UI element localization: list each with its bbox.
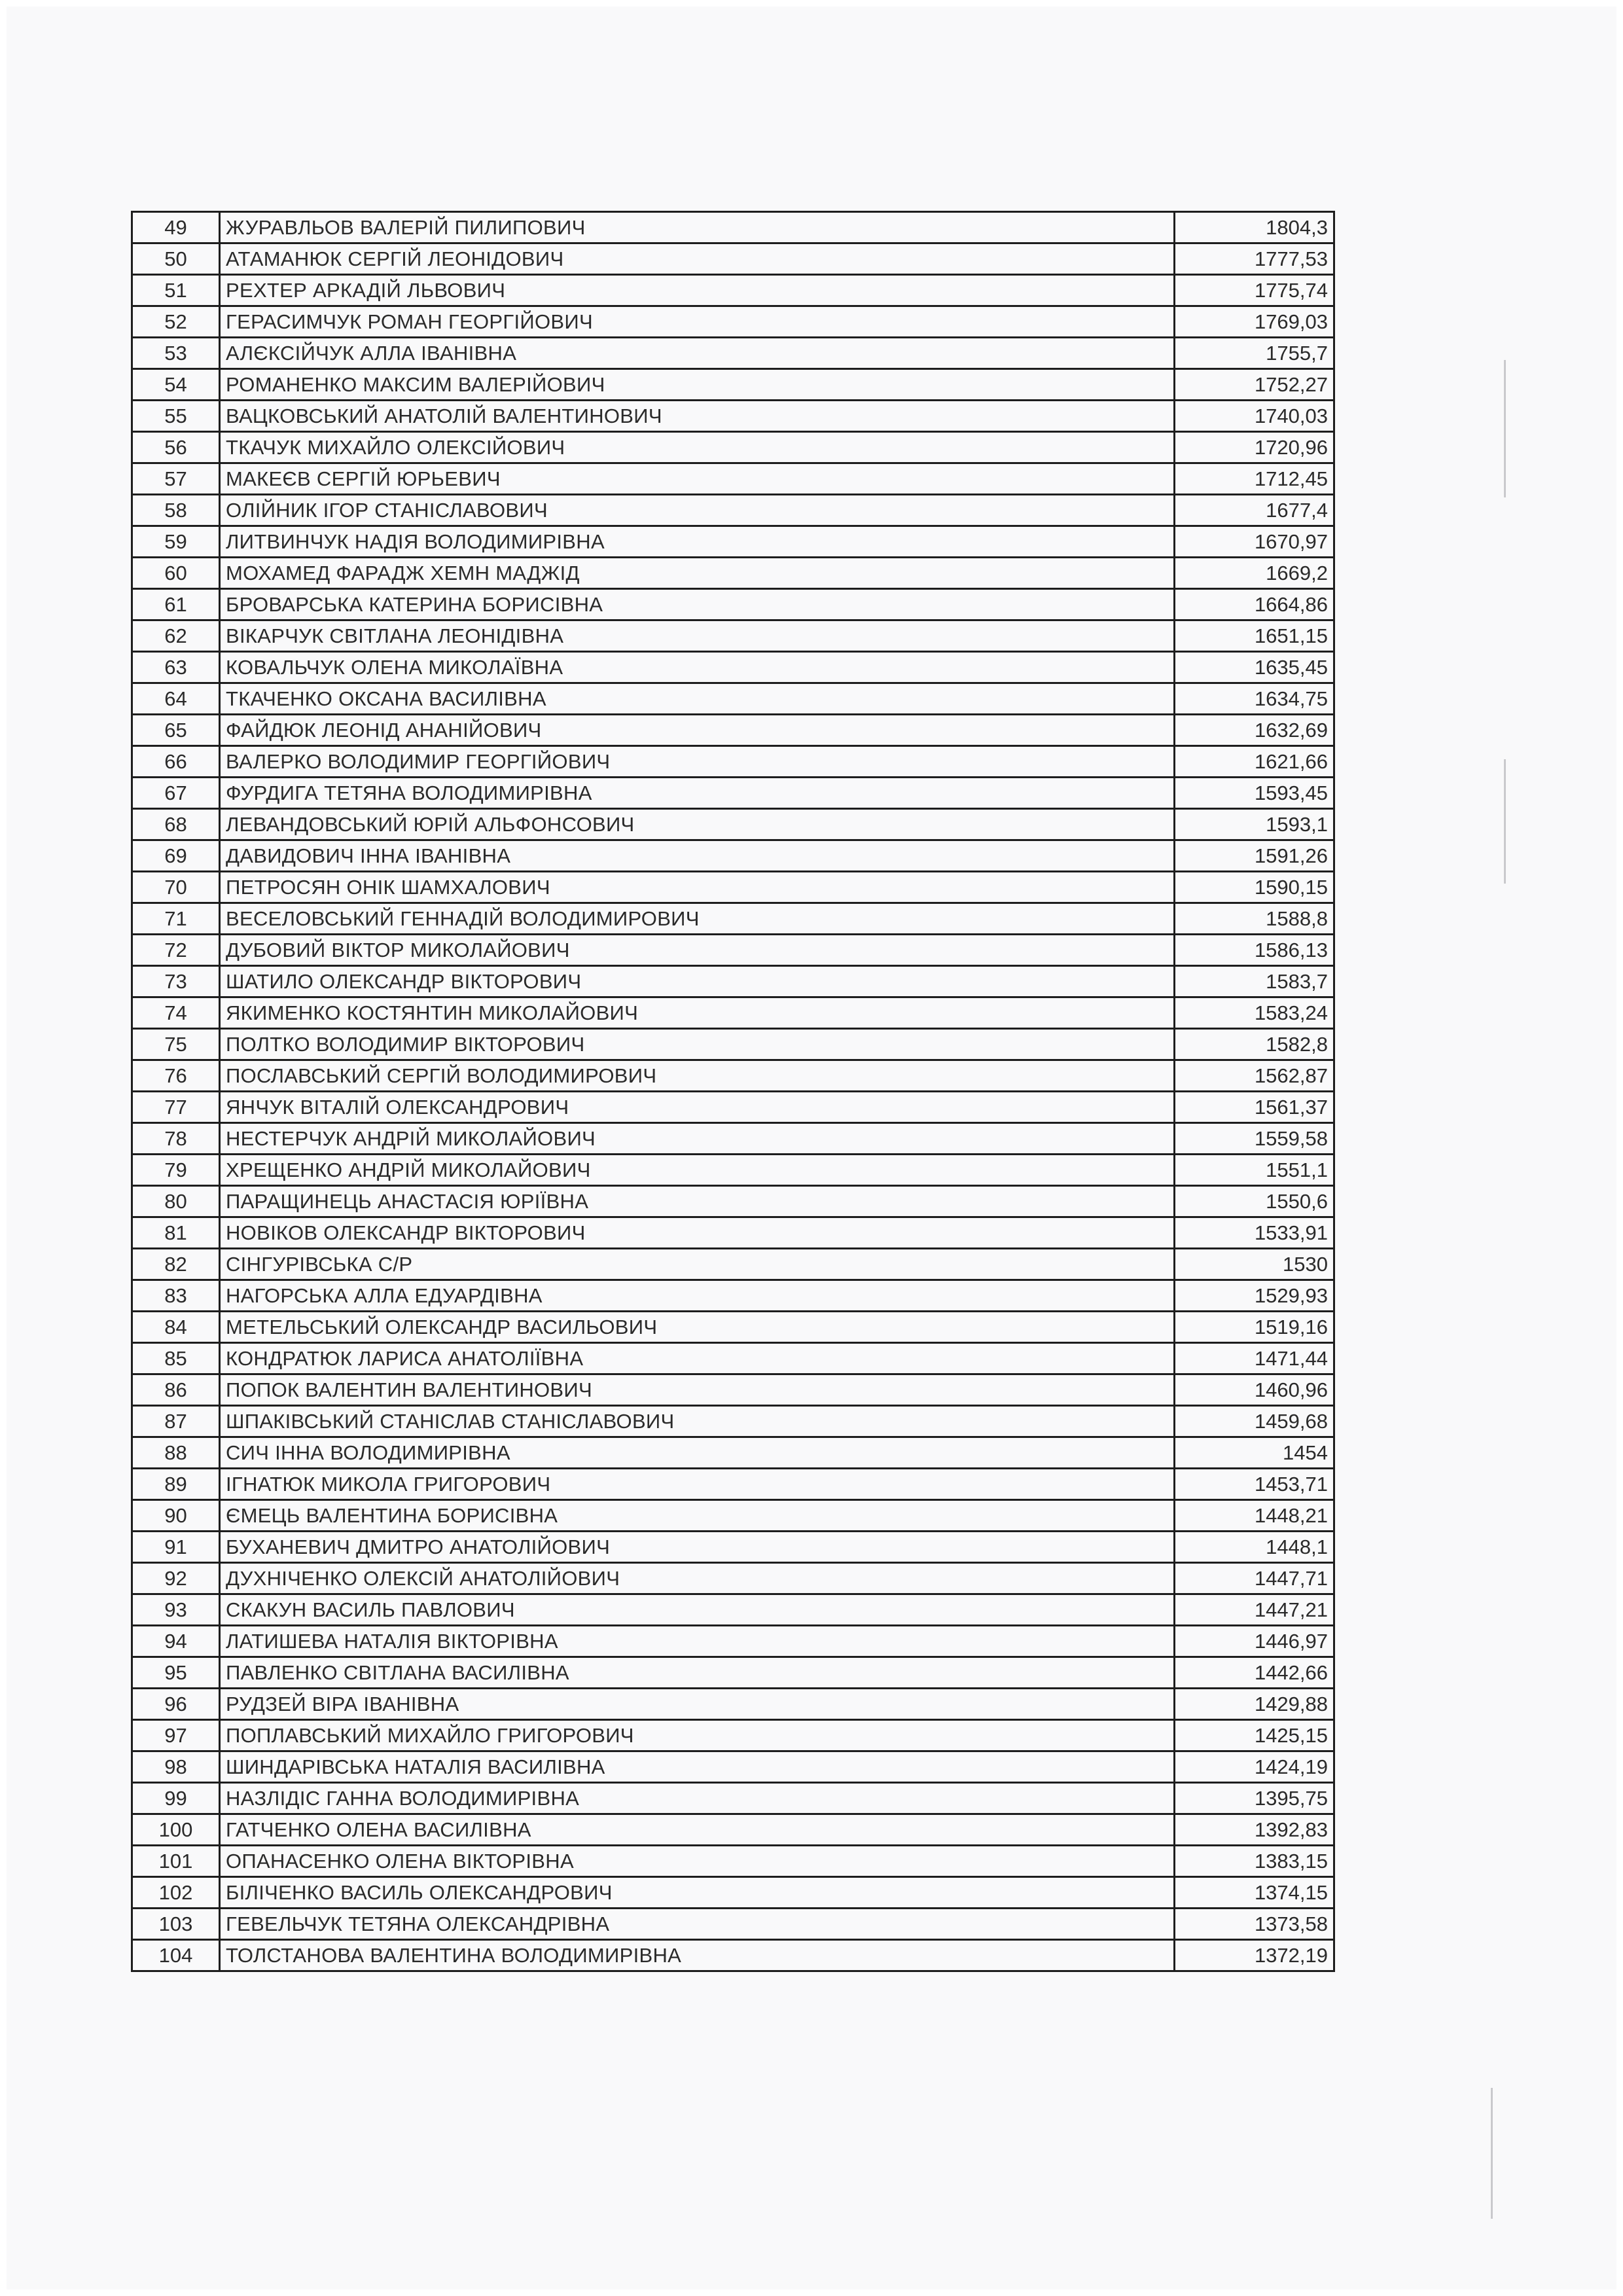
- row-value: 1442,66: [1175, 1657, 1334, 1689]
- row-number: 55: [132, 401, 220, 432]
- table-row: [132, 872, 1334, 903]
- row-number: 94: [132, 1626, 220, 1657]
- row-value: 1392,83: [1175, 1814, 1334, 1846]
- row-number: 89: [132, 1469, 220, 1500]
- row-value: 1588,8: [1175, 903, 1334, 935]
- row-value: 1590,15: [1175, 872, 1334, 903]
- row-value: 1755,7: [1175, 338, 1334, 369]
- row-value: 1429,88: [1175, 1689, 1334, 1720]
- row-value: 1373,58: [1175, 1909, 1334, 1940]
- table-row: [132, 1469, 1334, 1500]
- row-value: 1591,26: [1175, 840, 1334, 872]
- row-name: КОВАЛЬЧУК ОЛЕНА МИКОЛАЇВНА: [220, 652, 1175, 683]
- row-name: ЖУРАВЛЬОВ ВАЛЕРІЙ ПИЛИПОВИЧ: [220, 212, 1175, 243]
- row-value: 1664,86: [1175, 589, 1334, 620]
- row-value: 1669,2: [1175, 558, 1334, 589]
- table-row: [132, 840, 1334, 872]
- row-number: 98: [132, 1751, 220, 1783]
- row-number: 90: [132, 1500, 220, 1532]
- row-name: ЛИТВИНЧУК НАДІЯ ВОЛОДИМИРІВНА: [220, 526, 1175, 558]
- row-value: 1593,45: [1175, 778, 1334, 809]
- row-value: 1529,93: [1175, 1280, 1334, 1312]
- row-number: 71: [132, 903, 220, 935]
- table-row: [132, 1186, 1334, 1217]
- table-row: [132, 243, 1334, 275]
- table-row: [132, 275, 1334, 306]
- row-name: ЄМЕЦЬ ВАЛЕНТИНА БОРИСІВНА: [220, 1500, 1175, 1532]
- row-name: ЛАТИШЕВА НАТАЛІЯ ВІКТОРІВНА: [220, 1626, 1175, 1657]
- row-number: 97: [132, 1720, 220, 1751]
- row-number: 80: [132, 1186, 220, 1217]
- row-number: 54: [132, 369, 220, 401]
- row-number: 83: [132, 1280, 220, 1312]
- row-name: ДАВИДОВИЧ ІННА ІВАНІВНА: [220, 840, 1175, 872]
- row-value: 1447,21: [1175, 1594, 1334, 1626]
- table-row: [132, 966, 1334, 997]
- table-row: [132, 1500, 1334, 1532]
- table-row: [132, 306, 1334, 338]
- row-number: 91: [132, 1532, 220, 1563]
- row-value: 1720,96: [1175, 432, 1334, 463]
- table-row: [132, 903, 1334, 935]
- table-row: [132, 1563, 1334, 1594]
- table-row: [132, 1406, 1334, 1437]
- row-value: 1634,75: [1175, 683, 1334, 715]
- row-name: ПОПОК ВАЛЕНТИН ВАЛЕНТИНОВИЧ: [220, 1374, 1175, 1406]
- row-name: БІЛІЧЕНКО ВАСИЛЬ ОЛЕКСАНДРОВИЧ: [220, 1877, 1175, 1909]
- row-number: 93: [132, 1594, 220, 1626]
- row-value: 1448,1: [1175, 1532, 1334, 1563]
- row-number: 70: [132, 872, 220, 903]
- row-name: ЯНЧУК ВІТАЛІЙ ОЛЕКСАНДРОВИЧ: [220, 1092, 1175, 1123]
- row-value: 1395,75: [1175, 1783, 1334, 1814]
- row-number: 95: [132, 1657, 220, 1689]
- row-number: 87: [132, 1406, 220, 1437]
- row-value: 1551,1: [1175, 1155, 1334, 1186]
- row-value: 1459,68: [1175, 1406, 1334, 1437]
- table-row: [132, 1814, 1334, 1846]
- row-number: 53: [132, 338, 220, 369]
- row-number: 60: [132, 558, 220, 589]
- table-row: [132, 212, 1334, 243]
- table-row: [132, 1783, 1334, 1814]
- table-row: [132, 715, 1334, 746]
- row-number: 104: [132, 1940, 220, 1971]
- row-number: 103: [132, 1909, 220, 1940]
- row-number: 58: [132, 495, 220, 526]
- row-value: 1424,19: [1175, 1751, 1334, 1783]
- row-name: ШАТИЛО ОЛЕКСАНДР ВІКТОРОВИЧ: [220, 966, 1175, 997]
- row-value: 1621,66: [1175, 746, 1334, 778]
- row-number: 52: [132, 306, 220, 338]
- table-row: [132, 558, 1334, 589]
- row-name: СІНГУРІВСЬКА С/Р: [220, 1249, 1175, 1280]
- table-body: [132, 212, 1334, 1971]
- row-number: 96: [132, 1689, 220, 1720]
- row-value: 1740,03: [1175, 401, 1334, 432]
- row-name: РОМАНЕНКО МАКСИМ ВАЛЕРІЙОВИЧ: [220, 369, 1175, 401]
- row-number: 102: [132, 1877, 220, 1909]
- row-value: 1550,6: [1175, 1186, 1334, 1217]
- row-value: 1453,71: [1175, 1469, 1334, 1500]
- table-row: [132, 432, 1334, 463]
- row-value: 1632,69: [1175, 715, 1334, 746]
- row-name: ПОПЛАВСЬКИЙ МИХАЙЛО ГРИГОРОВИЧ: [220, 1720, 1175, 1751]
- row-name: НОВІКОВ ОЛЕКСАНДР ВІКТОРОВИЧ: [220, 1217, 1175, 1249]
- row-number: 57: [132, 463, 220, 495]
- row-number: 67: [132, 778, 220, 809]
- row-value: 1561,37: [1175, 1092, 1334, 1123]
- row-name: ТКАЧУК МИХАЙЛО ОЛЕКСІЙОВИЧ: [220, 432, 1175, 463]
- row-name: КОНДРАТЮК ЛАРИСА АНАТОЛІЇВНА: [220, 1343, 1175, 1374]
- table-row: [132, 1940, 1334, 1971]
- row-value: 1582,8: [1175, 1029, 1334, 1060]
- row-name: ІГНАТЮК МИКОЛА ГРИГОРОВИЧ: [220, 1469, 1175, 1500]
- row-number: 84: [132, 1312, 220, 1343]
- table-row: [132, 1092, 1334, 1123]
- row-value: 1530: [1175, 1249, 1334, 1280]
- table-row: [132, 1720, 1334, 1751]
- row-name: ПАРАЩИНЕЦЬ АНАСТАСІЯ ЮРІЇВНА: [220, 1186, 1175, 1217]
- row-name: ДУХНІЧЕНКО ОЛЕКСІЙ АНАТОЛІЙОВИЧ: [220, 1563, 1175, 1594]
- table-row: [132, 526, 1334, 558]
- row-name: ГАТЧЕНКО ОЛЕНА ВАСИЛІВНА: [220, 1814, 1175, 1846]
- table-row: [132, 1877, 1334, 1909]
- table-row: [132, 1060, 1334, 1092]
- row-number: 72: [132, 935, 220, 966]
- row-name: МАКЕЄВ СЕРГІЙ ЮРЬЕВИЧ: [220, 463, 1175, 495]
- row-number: 59: [132, 526, 220, 558]
- table-row: [132, 1909, 1334, 1940]
- table-row: [132, 495, 1334, 526]
- row-number: 61: [132, 589, 220, 620]
- table-row: [132, 1594, 1334, 1626]
- row-number: 85: [132, 1343, 220, 1374]
- row-value: 1804,3: [1175, 212, 1334, 243]
- row-name: ДУБОВИЙ ВІКТОР МИКОЛАЙОВИЧ: [220, 935, 1175, 966]
- row-name: ВІКАРЧУК СВІТЛАНА ЛЕОНІДІВНА: [220, 620, 1175, 652]
- row-name: ГЕРАСИМЧУК РОМАН ГЕОРГІЙОВИЧ: [220, 306, 1175, 338]
- table-row: [132, 401, 1334, 432]
- row-name: ФАЙДЮК ЛЕОНІД АНАНІЙОВИЧ: [220, 715, 1175, 746]
- table-row: [132, 369, 1334, 401]
- row-value: 1383,15: [1175, 1846, 1334, 1877]
- table-row: [132, 1249, 1334, 1280]
- row-number: 50: [132, 243, 220, 275]
- row-value: 1533,91: [1175, 1217, 1334, 1249]
- row-number: 78: [132, 1123, 220, 1155]
- row-number: 63: [132, 652, 220, 683]
- row-name: ПОСЛАВСЬКИЙ СЕРГІЙ ВОЛОДИМИРОВИЧ: [220, 1060, 1175, 1092]
- row-name: ТКАЧЕНКО ОКСАНА ВАСИЛІВНА: [220, 683, 1175, 715]
- row-value: 1586,13: [1175, 935, 1334, 966]
- row-value: 1425,15: [1175, 1720, 1334, 1751]
- table-row: [132, 809, 1334, 840]
- row-name: ЯКИМЕНКО КОСТЯНТИН МИКОЛАЙОВИЧ: [220, 997, 1175, 1029]
- table-row: [132, 652, 1334, 683]
- row-value: 1374,15: [1175, 1877, 1334, 1909]
- table-row: [132, 620, 1334, 652]
- row-name: ШПАКІВСЬКИЙ СТАНІСЛАВ СТАНІСЛАВОВИЧ: [220, 1406, 1175, 1437]
- table-row: [132, 778, 1334, 809]
- row-value: 1775,74: [1175, 275, 1334, 306]
- row-value: 1593,1: [1175, 809, 1334, 840]
- row-name: ВАЦКОВСЬКИЙ АНАТОЛІЙ ВАЛЕНТИНОВИЧ: [220, 401, 1175, 432]
- scan-edge-mark: [1491, 2088, 1493, 2219]
- row-name: АЛЄКСІЙЧУК АЛЛА ІВАНІВНА: [220, 338, 1175, 369]
- table-row: [132, 1312, 1334, 1343]
- row-number: 62: [132, 620, 220, 652]
- table-row: [132, 1155, 1334, 1186]
- row-value: 1583,7: [1175, 966, 1334, 997]
- row-value: 1651,15: [1175, 620, 1334, 652]
- row-number: 99: [132, 1783, 220, 1814]
- table-row: [132, 997, 1334, 1029]
- table-row: [132, 1280, 1334, 1312]
- row-name: МЕТЕЛЬСЬКИЙ ОЛЕКСАНДР ВАСИЛЬОВИЧ: [220, 1312, 1175, 1343]
- table-row: [132, 1751, 1334, 1783]
- row-name: ТОЛСТАНОВА ВАЛЕНТИНА ВОЛОДИМИРІВНА: [220, 1940, 1175, 1971]
- row-name: АТАМАНЮК СЕРГІЙ ЛЕОНІДОВИЧ: [220, 243, 1175, 275]
- table-row: [132, 1626, 1334, 1657]
- row-name: ПАВЛЕНКО СВІТЛАНА ВАСИЛІВНА: [220, 1657, 1175, 1689]
- row-number: 79: [132, 1155, 220, 1186]
- row-name: ХРЕЩЕНКО АНДРІЙ МИКОЛАЙОВИЧ: [220, 1155, 1175, 1186]
- row-name: ПЕТРОСЯН ОНІК ШАМХАЛОВИЧ: [220, 872, 1175, 903]
- table-row: [132, 1374, 1334, 1406]
- table-row: [132, 589, 1334, 620]
- row-value: 1712,45: [1175, 463, 1334, 495]
- table-row: [132, 1532, 1334, 1563]
- table-row: [132, 1689, 1334, 1720]
- row-number: 86: [132, 1374, 220, 1406]
- row-name: РЕХТЕР АРКАДІЙ ЛЬВОВИЧ: [220, 275, 1175, 306]
- row-name: БУХАНЕВИЧ ДМИТРО АНАТОЛІЙОВИЧ: [220, 1532, 1175, 1563]
- table-row: [132, 746, 1334, 778]
- row-name: ШИНДАРІВСЬКА НАТАЛІЯ ВАСИЛІВНА: [220, 1751, 1175, 1783]
- row-value: 1519,16: [1175, 1312, 1334, 1343]
- table-row: [132, 1343, 1334, 1374]
- table-row: [132, 338, 1334, 369]
- table-row: [132, 1657, 1334, 1689]
- row-number: 82: [132, 1249, 220, 1280]
- recipients-table: [131, 211, 1335, 1972]
- table-row: [132, 1029, 1334, 1060]
- row-number: 64: [132, 683, 220, 715]
- row-name: ПОЛТКО ВОЛОДИМИР ВІКТОРОВИЧ: [220, 1029, 1175, 1060]
- row-number: 68: [132, 809, 220, 840]
- row-number: 51: [132, 275, 220, 306]
- row-name: НАЗЛІДІС ГАННА ВОЛОДИМИРІВНА: [220, 1783, 1175, 1814]
- row-value: 1471,44: [1175, 1343, 1334, 1374]
- row-value: 1559,58: [1175, 1123, 1334, 1155]
- row-number: 73: [132, 966, 220, 997]
- row-value: 1448,21: [1175, 1500, 1334, 1532]
- row-name: СКАКУН ВАСИЛЬ ПАВЛОВИЧ: [220, 1594, 1175, 1626]
- row-value: 1447,71: [1175, 1563, 1334, 1594]
- row-value: 1777,53: [1175, 243, 1334, 275]
- row-value: 1372,19: [1175, 1940, 1334, 1971]
- row-number: 92: [132, 1563, 220, 1594]
- row-name: СИЧ ІННА ВОЛОДИМИРІВНА: [220, 1437, 1175, 1469]
- row-number: 75: [132, 1029, 220, 1060]
- row-number: 65: [132, 715, 220, 746]
- row-number: 76: [132, 1060, 220, 1092]
- row-name: НЕСТЕРЧУК АНДРІЙ МИКОЛАЙОВИЧ: [220, 1123, 1175, 1155]
- table-row: [132, 1123, 1334, 1155]
- row-name: ОПАНАСЕНКО ОЛЕНА ВІКТОРІВНА: [220, 1846, 1175, 1877]
- table-row: [132, 935, 1334, 966]
- row-number: 74: [132, 997, 220, 1029]
- row-value: 1460,96: [1175, 1374, 1334, 1406]
- row-name: НАГОРСЬКА АЛЛА ЕДУАРДІВНА: [220, 1280, 1175, 1312]
- scan-edge-mark: [1504, 360, 1506, 497]
- row-number: 49: [132, 212, 220, 243]
- row-value: 1677,4: [1175, 495, 1334, 526]
- row-name: МОХАМЕД ФАРАДЖ ХЕМН МАДЖІД: [220, 558, 1175, 589]
- row-number: 56: [132, 432, 220, 463]
- row-value: 1562,87: [1175, 1060, 1334, 1092]
- row-name: ФУРДИГА ТЕТЯНА ВОЛОДИМИРІВНА: [220, 778, 1175, 809]
- table-row: [132, 683, 1334, 715]
- row-name: ГЕВЕЛЬЧУК ТЕТЯНА ОЛЕКСАНДРІВНА: [220, 1909, 1175, 1940]
- row-number: 77: [132, 1092, 220, 1123]
- row-name: ВЕСЕЛОВСЬКИЙ ГЕННАДІЙ ВОЛОДИМИРОВИЧ: [220, 903, 1175, 935]
- scan-edge-mark: [1504, 759, 1506, 884]
- table-row: [132, 1217, 1334, 1249]
- row-number: 88: [132, 1437, 220, 1469]
- row-number: 100: [132, 1814, 220, 1846]
- table-row: [132, 1846, 1334, 1877]
- row-name: ЛЕВАНДОВСЬКИЙ ЮРІЙ АЛЬФОНСОВИЧ: [220, 809, 1175, 840]
- row-name: РУДЗЕЙ ВІРА ІВАНІВНА: [220, 1689, 1175, 1720]
- row-value: 1752,27: [1175, 369, 1334, 401]
- row-value: 1454: [1175, 1437, 1334, 1469]
- row-number: 69: [132, 840, 220, 872]
- row-name: ОЛІЙНИК ІГОР СТАНІСЛАВОВИЧ: [220, 495, 1175, 526]
- row-name: БРОВАРСЬКА КАТЕРИНА БОРИСІВНА: [220, 589, 1175, 620]
- row-value: 1635,45: [1175, 652, 1334, 683]
- table-row: [132, 1437, 1334, 1469]
- row-number: 66: [132, 746, 220, 778]
- row-number: 101: [132, 1846, 220, 1877]
- row-value: 1670,97: [1175, 526, 1334, 558]
- row-value: 1446,97: [1175, 1626, 1334, 1657]
- row-value: 1769,03: [1175, 306, 1334, 338]
- table-row: [132, 463, 1334, 495]
- row-name: ВАЛЕРКО ВОЛОДИМИР ГЕОРГІЙОВИЧ: [220, 746, 1175, 778]
- row-value: 1583,24: [1175, 997, 1334, 1029]
- row-number: 81: [132, 1217, 220, 1249]
